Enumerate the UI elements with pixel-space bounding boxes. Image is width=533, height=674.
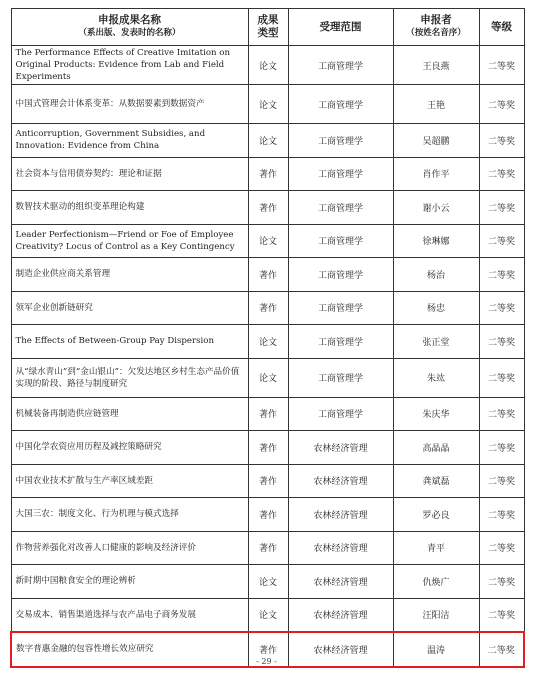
- table-row: [11, 565, 524, 599]
- row-level: 二等奖: [479, 224, 524, 258]
- row-applicant: 龚斌磊: [393, 464, 479, 498]
- row-level: 二等奖: [479, 397, 524, 431]
- row-scope: 农林经济管理: [288, 464, 393, 498]
- row-title: Anticorruption, Government Subsidies, and Innovation: Evidence from China: [11, 124, 248, 158]
- row-level: 二等奖: [479, 46, 524, 85]
- row-level: 二等奖: [479, 325, 524, 359]
- row-level: 二等奖: [479, 464, 524, 498]
- row-type: 论文: [248, 598, 288, 632]
- row-scope: 工商管理学: [288, 157, 393, 191]
- header-level: 等级: [479, 9, 524, 46]
- table-row: [11, 191, 524, 225]
- row-title: 中国式管理会计体系变革：从数据要素到数据资产: [11, 85, 248, 124]
- row-scope: 工商管理学: [288, 325, 393, 359]
- header-scope: 受理范围: [288, 9, 393, 46]
- row-title: 数字普惠金融的包容性增长效应研究: [11, 632, 248, 667]
- table-row: [11, 325, 524, 359]
- row-applicant: 王良燕: [393, 46, 479, 85]
- table-row: [11, 46, 524, 85]
- row-type: 著作: [248, 531, 288, 565]
- row-applicant: 仇焕广: [393, 565, 479, 599]
- row-scope: 农林经济管理: [288, 531, 393, 565]
- row-scope: 工商管理学: [288, 291, 393, 325]
- row-applicant: 罗必良: [393, 498, 479, 532]
- row-applicant: 吴超鹏: [393, 124, 479, 158]
- table-row: [11, 291, 524, 325]
- row-title: 制造企业供应商关系管理: [11, 258, 248, 292]
- row-scope: 农林经济管理: [288, 632, 393, 667]
- row-type: 论文: [248, 224, 288, 258]
- row-applicant: 朱竑: [393, 358, 479, 397]
- table-row: [11, 431, 524, 465]
- header-title-sub: （系出版、发表时的名称）: [78, 28, 181, 38]
- row-level: 二等奖: [479, 291, 524, 325]
- header-title: [11, 9, 248, 46]
- row-scope: 工商管理学: [288, 358, 393, 397]
- row-title: 领军企业创新链研究: [11, 291, 248, 325]
- row-level: 二等奖: [479, 498, 524, 532]
- row-level: 二等奖: [479, 191, 524, 225]
- row-applicant: 温涛: [393, 632, 479, 667]
- row-title: 交易成本、销售渠道选择与农产品电子商务发展: [11, 598, 248, 632]
- table-row: [11, 258, 524, 292]
- row-applicant: 谢小云: [393, 191, 479, 225]
- page-number: - 29 -: [256, 657, 277, 666]
- row-type: 论文: [248, 85, 288, 124]
- row-type: 著作: [248, 258, 288, 292]
- row-scope: 农林经济管理: [288, 498, 393, 532]
- table-row: [11, 157, 524, 191]
- table-row: [11, 464, 524, 498]
- table-row: [11, 124, 524, 158]
- row-scope: 工商管理学: [288, 124, 393, 158]
- row-level: 二等奖: [479, 565, 524, 599]
- row-level: 二等奖: [479, 258, 524, 292]
- header-applicant-main: 申报者: [420, 14, 452, 26]
- row-level: 二等奖: [479, 431, 524, 465]
- row-applicant: 徐琳娜: [393, 224, 479, 258]
- table-row: [11, 224, 524, 258]
- table-row: [11, 598, 524, 632]
- row-type: 论文: [248, 358, 288, 397]
- table-body: [11, 46, 524, 667]
- row-type: 著作: [248, 397, 288, 431]
- row-title: 中国农业技术扩散与生产率区域差距: [11, 464, 248, 498]
- table-row: [11, 358, 524, 397]
- header-applicant-sub: （按姓名音序）: [406, 28, 466, 38]
- row-type: 著作: [248, 498, 288, 532]
- header-type: [248, 9, 288, 46]
- row-scope: 工商管理学: [288, 397, 393, 431]
- row-level: 二等奖: [479, 124, 524, 158]
- header-applicant: [393, 9, 479, 46]
- table-row: [11, 85, 524, 124]
- row-type: 著作: [248, 464, 288, 498]
- row-scope: 工商管理学: [288, 224, 393, 258]
- row-scope: 农林经济管理: [288, 431, 393, 465]
- awards-table: [10, 8, 525, 668]
- row-title: The Performance Effects of Creative Imitation on Original Products: Evidence from Lab and Field Experiments: [11, 46, 248, 85]
- table-row: [11, 397, 524, 431]
- row-title: 新时期中国粮食安全的理论辨析: [11, 565, 248, 599]
- table-row: [11, 498, 524, 532]
- row-level: 二等奖: [479, 598, 524, 632]
- row-type: 著作: [248, 291, 288, 325]
- row-scope: 农林经济管理: [288, 565, 393, 599]
- header-title-main: 申报成果名称: [98, 14, 161, 26]
- row-title: The Effects of Between-Group Pay Dispersion: [11, 325, 248, 359]
- row-scope: 工商管理学: [288, 46, 393, 85]
- row-level: 二等奖: [479, 85, 524, 124]
- row-type: 著作: [248, 632, 288, 667]
- row-type: 著作: [248, 431, 288, 465]
- row-applicant: 杨忠: [393, 291, 479, 325]
- row-scope: 工商管理学: [288, 258, 393, 292]
- table-row: [11, 531, 524, 565]
- row-applicant: 汪阳洁: [393, 598, 479, 632]
- row-level: 二等奖: [479, 358, 524, 397]
- row-applicant: 杨治: [393, 258, 479, 292]
- row-scope: 农林经济管理: [288, 598, 393, 632]
- row-type: 论文: [248, 124, 288, 158]
- row-applicant: 青平: [393, 531, 479, 565]
- row-title: 从“绿水青山”到“金山银山”：欠发达地区乡村生态产品价值实现的阶段、路径与制度研究: [11, 358, 248, 397]
- row-type: 著作: [248, 191, 288, 225]
- row-scope: 工商管理学: [288, 85, 393, 124]
- row-title: 中国化学农资应用历程及减控策略研究: [11, 431, 248, 465]
- row-applicant: 朱庆华: [393, 397, 479, 431]
- row-type: 论文: [248, 46, 288, 85]
- row-title: 大国三农：制度文化、行为机理与模式选择: [11, 498, 248, 532]
- row-level: 二等奖: [479, 531, 524, 565]
- row-title: 社会资本与信用债券契约：理论和证据: [11, 157, 248, 191]
- row-title: 机械装备再制造供应链管理: [11, 397, 248, 431]
- row-applicant: 高晶晶: [393, 431, 479, 465]
- row-scope: 工商管理学: [288, 191, 393, 225]
- row-type: 著作: [248, 157, 288, 191]
- row-title: Leader Perfectionism—Friend or Foe of Employee Creativity? Locus of Control as a Key Contingency: [11, 224, 248, 258]
- row-level: 二等奖: [479, 157, 524, 191]
- row-title: 数智技术驱动的组织变革理论构建: [11, 191, 248, 225]
- row-applicant: 张正堂: [393, 325, 479, 359]
- row-type: 论文: [248, 325, 288, 359]
- row-applicant: 肖作平: [393, 157, 479, 191]
- table-header-row: [11, 9, 524, 46]
- header-type-sub: 类型: [257, 27, 279, 39]
- row-level: 二等奖: [479, 632, 524, 667]
- row-applicant: 王艳: [393, 85, 479, 124]
- row-title: 作物营养强化对改善人口健康的影响及经济评价: [11, 531, 248, 565]
- row-type: 论文: [248, 565, 288, 599]
- header-type-main: 成果: [257, 14, 279, 26]
